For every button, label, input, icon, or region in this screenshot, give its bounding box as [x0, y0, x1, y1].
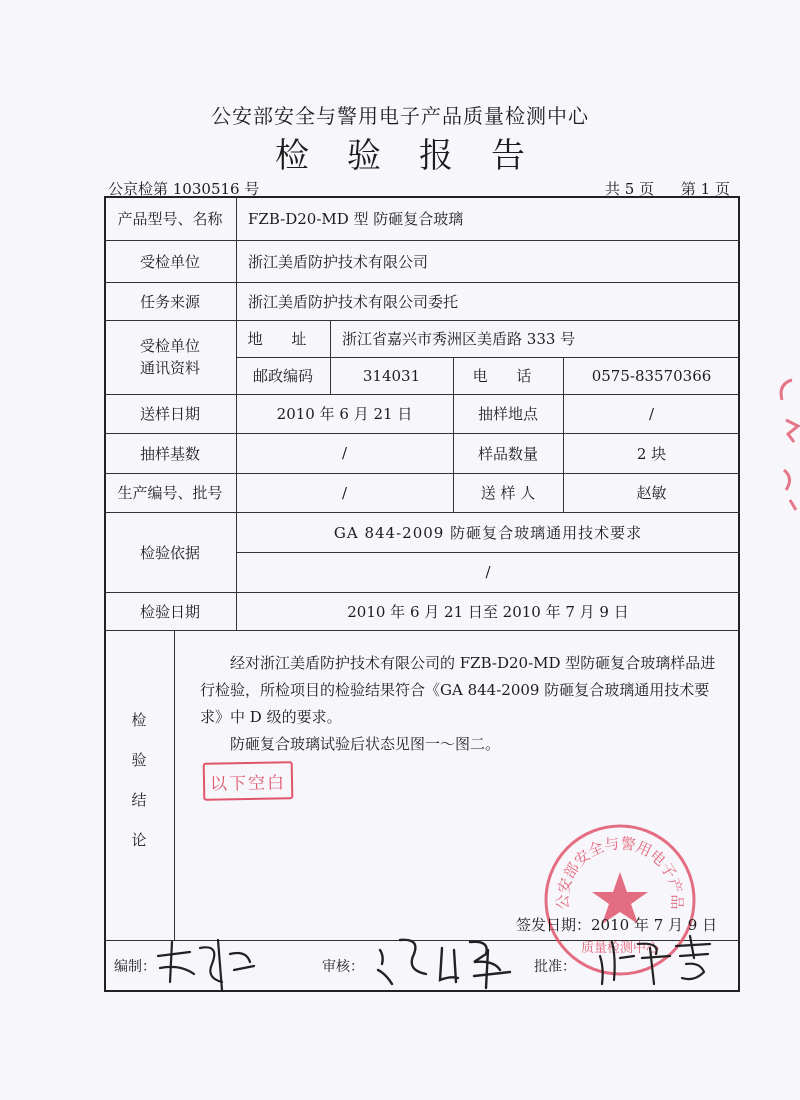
client-value: 浙江美盾防护技术有限公司	[248, 252, 429, 271]
phone-label: 电 话	[472, 367, 544, 385]
send-date-value: 2010 年 6 月 21 日	[276, 405, 413, 423]
conclusion-text	[200, 650, 730, 758]
conclusion-label-char: 检	[131, 711, 147, 729]
conclusion-paragraph: 防砸复合玻璃试验后状态见图一～图二。	[230, 735, 501, 753]
report-title: 检验报告	[275, 136, 563, 176]
batch-label: 生产编号、批号	[117, 484, 223, 502]
contact-label-line-1: 受检单位	[139, 337, 200, 355]
task-source-value: 浙江美盾防护技术有限公司委托	[248, 292, 459, 311]
compiler-signature	[150, 934, 260, 994]
sample-base-value: /	[341, 444, 348, 462]
conclusion-label	[104, 700, 174, 860]
client-label: 受检单位	[139, 252, 200, 271]
contact-label-line-2: 通讯资料	[139, 359, 200, 377]
sample-place-label: 抽样地点	[477, 405, 538, 423]
compiled-by-label: 编制：	[114, 959, 156, 975]
product-label: 产品型号、名称	[117, 209, 223, 228]
page-number: 第 1 页	[680, 180, 730, 198]
sender-label: 送 样 人	[480, 484, 536, 502]
product-value: FZB-D20-MD 型 防砸复合玻璃	[248, 209, 464, 228]
sample-base-label: 抽样基数	[139, 444, 200, 463]
basis-value-2: /	[485, 563, 491, 581]
basis-label: 检验依据	[139, 543, 200, 562]
basis-value-1: GA 844-2009 防砸复合玻璃通用技术要求	[333, 523, 643, 542]
approved-by-label: 批准：	[534, 959, 576, 975]
report-number: 公京检第 1030516 号	[108, 180, 260, 198]
postcode-value: 314031	[362, 366, 421, 385]
blank-below-stamp: 以下空白	[203, 761, 294, 801]
phone-value: 0575-83570366	[591, 366, 712, 385]
task-source-label: 任务来源	[139, 292, 200, 311]
postcode-label: 邮政编码	[252, 367, 313, 385]
send-date-label: 送样日期	[139, 405, 200, 423]
seal-center-text: 质量检测中心	[580, 941, 660, 956]
sample-qty-label: 样品数量	[477, 444, 538, 463]
column-divider	[174, 630, 175, 940]
organization-name: 公安部安全与警用电子产品质量检测中心	[211, 104, 589, 128]
approver-signature	[590, 928, 730, 992]
test-date-label: 检验日期	[139, 602, 200, 621]
conclusion-label-char: 验	[131, 751, 147, 769]
contact-label	[104, 320, 236, 394]
row-divider	[104, 630, 740, 631]
test-date-value: 2010 年 6 月 21 日至 2010 年 7 月 9 日	[347, 602, 629, 621]
conclusion-label-char: 结	[131, 791, 147, 809]
total-pages: 共 5 页	[605, 180, 655, 198]
sender-value: 赵敏	[636, 484, 667, 502]
sample-qty-value: 2 块	[636, 444, 667, 463]
conclusion-label-char: 论	[131, 831, 147, 849]
address-value: 浙江省嘉兴市秀洲区美盾路 333 号	[342, 330, 576, 348]
issue-date: 签发日期：2010 年 7 月 9 日	[516, 916, 718, 934]
address-label: 地 址	[247, 330, 319, 348]
seal-ring-text: 公安部安全与警用电子产品	[553, 834, 687, 910]
conclusion-paragraph: 经对浙江美盾防护技术有限公司的 FZB-D20-MD 型防砸复合玻璃样品进行检验，所检项目的检验结果符合《GA 844-2009 防砸复合玻璃通用技术要求》中 D 级的要求。	[200, 654, 716, 726]
edge-stamp-fragment	[772, 360, 800, 520]
batch-value: /	[341, 483, 348, 502]
sample-place-value: /	[648, 404, 655, 423]
reviewer-signature	[370, 930, 530, 994]
reviewed-by-label: 审核：	[322, 959, 364, 975]
